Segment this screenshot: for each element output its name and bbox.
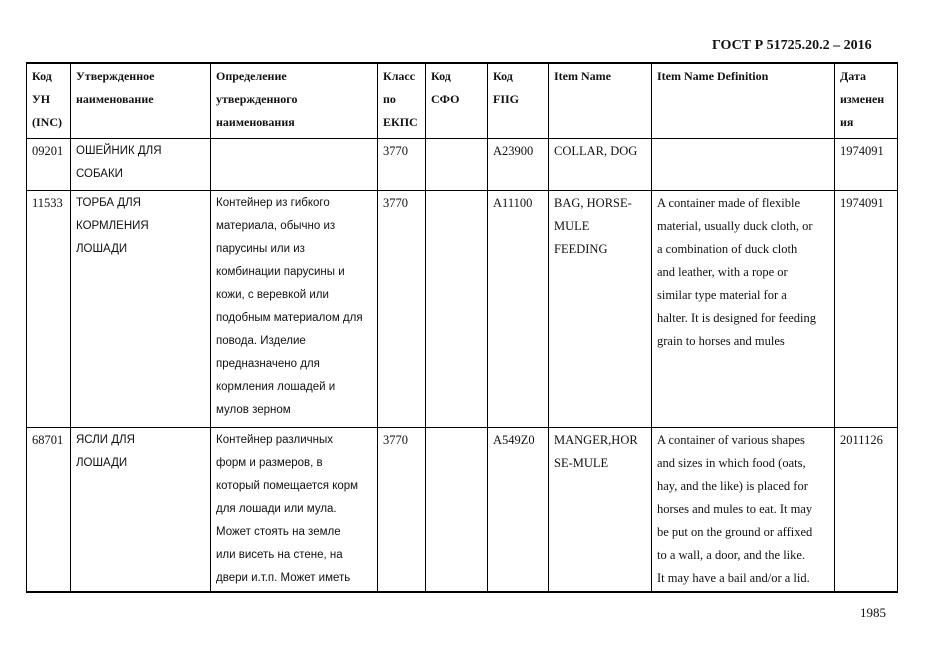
cell-change-date: 1974091 — [835, 139, 898, 191]
cell-code-un: 68701 — [27, 428, 71, 593]
cell-change-date: 1974091 — [835, 191, 898, 428]
cell-item-definition: A container made of flexible material, usually duck cloth, or a combination of duck cloth and leather, with a rope or similar type material for a halter. It is designed for feeding grain to horses and mules — [652, 191, 835, 428]
column-header-definition: Определение утвержденного наименования — [211, 63, 378, 139]
column-header-approved-name: Утвержденное наименование — [71, 63, 211, 139]
cell-code-un: 09201 — [27, 139, 71, 191]
cell-definition — [211, 139, 378, 191]
table-row — [27, 139, 898, 191]
column-header-ekps-class: Класс по ЕКПС — [378, 63, 426, 139]
cell-ekps-class: 3770 — [378, 428, 426, 593]
table-header-row — [27, 63, 898, 139]
cell-ekps-class: 3770 — [378, 139, 426, 191]
cell-sfo-code — [426, 428, 488, 593]
page-number: 1985 — [860, 605, 886, 620]
cell-approved-name: ЯСЛИ ДЛЯ ЛОШАДИ — [71, 428, 211, 593]
cell-item-definition: A container of various shapes and sizes in which food (oats, hay, and the like) is placed for horses and mules to eat. It may be put on the ground or affixed to a wall, a door, and the like. It may have a bail and/or a lid. — [652, 428, 835, 593]
cell-definition: Контейнер из гибкого материала, обычно из парусины или из комбинации парусины и кожи, с веревкой или подобным материалом для повода. Изделие предназначено для кормления лошадей и мулов зерном — [211, 191, 378, 428]
cell-fiig-code: A23900 — [488, 139, 549, 191]
column-header-change-date: Дата изменен ия — [835, 63, 898, 139]
column-header-item-definition: Item Name Definition — [652, 63, 835, 139]
cell-item-definition — [652, 139, 835, 191]
cell-item-name: COLLAR, DOG — [549, 139, 652, 191]
cell-fiig-code: A11100 — [488, 191, 549, 428]
cell-approved-name: ТОРБА ДЛЯ КОРМЛЕНИЯ ЛОШАДИ — [71, 191, 211, 428]
catalog-table — [26, 62, 898, 593]
column-header-item-name: Item Name — [549, 63, 652, 139]
cell-change-date: 2011126 — [835, 428, 898, 593]
cell-sfo-code — [426, 139, 488, 191]
column-header-code-un: Код УН (INC) — [27, 63, 71, 139]
cell-item-name: MANGER,HOR SE-MULE — [549, 428, 652, 593]
table-row — [27, 191, 898, 428]
cell-fiig-code: A549Z0 — [488, 428, 549, 593]
cell-code-un: 11533 — [27, 191, 71, 428]
column-header-sfo-code: Код СФО — [426, 63, 488, 139]
cell-approved-name: ОШЕЙНИК ДЛЯ СОБАКИ — [71, 139, 211, 191]
cell-definition: Контейнер различных форм и размеров, в который помещается корм для лошади или мула. Может стоять на земле или висеть на стене, на двери и.т.п. Может иметь — [211, 428, 378, 593]
cell-item-name: BAG, HORSE- MULE FEEDING — [549, 191, 652, 428]
cell-sfo-code — [426, 191, 488, 428]
cell-ekps-class: 3770 — [378, 191, 426, 428]
table-row — [27, 428, 898, 593]
column-header-fiig-code: Код FIIG — [488, 63, 549, 139]
document-standard-header: ГОСТ Р 51725.20.2 – 2016 — [712, 38, 872, 53]
